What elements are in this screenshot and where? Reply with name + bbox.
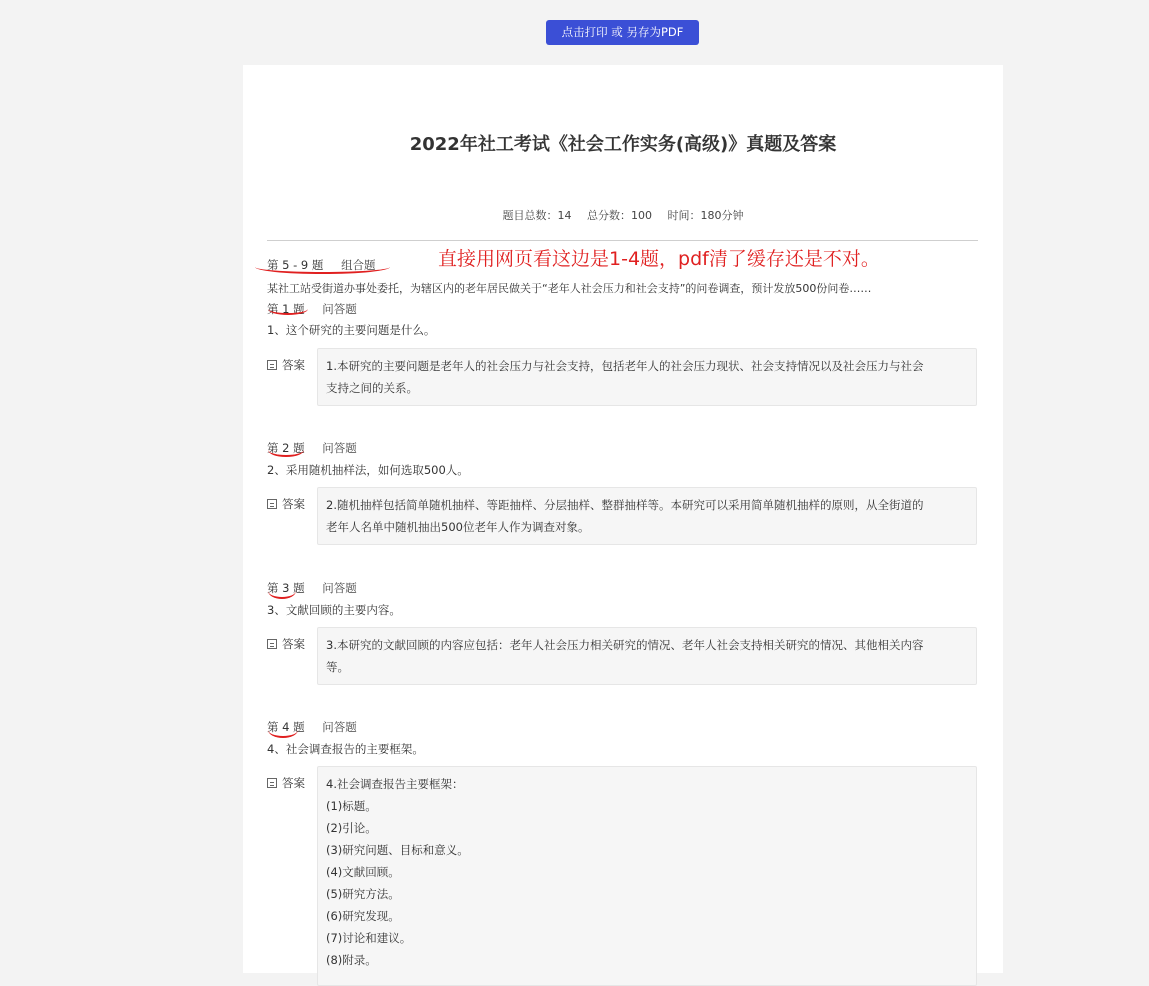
red-underline [268, 303, 308, 315]
divider [267, 240, 978, 241]
answer-line: (3)研究问题、目标和意义。 [326, 843, 469, 857]
answer-box [317, 348, 977, 406]
group-number: 第 5 - 9 题 [267, 258, 324, 272]
group-type: 组合题 [341, 258, 376, 272]
question-type: 问答题 [322, 720, 357, 734]
answer-line: 2.随机抽样包括简单随机抽样、等距抽样、分层抽样、整群抽样等。本研究可以采用简单随机抽样的原则，从全街道的 [326, 498, 924, 512]
total-questions: 题目总数：14 [502, 209, 572, 222]
question-type: 问答题 [322, 302, 357, 316]
red-underline [268, 722, 298, 738]
group-intro: 某社工站受街道办事处委托，为辖区内的老年居民做关于“老年人社会压力和社会支持”的问卷调查，预计发放500份问卷…… [267, 282, 872, 295]
answer-line: 4.社会调查报告主要框架： [326, 777, 464, 791]
red-underline [255, 260, 390, 274]
answer-label: 答案 [267, 636, 305, 652]
question-number: 第 4 题 [267, 720, 305, 734]
red-underline [268, 583, 296, 599]
question-text: 1、这个研究的主要问题是什么。 [267, 323, 436, 337]
exam-meta [243, 207, 1003, 223]
answer-icon [267, 639, 277, 649]
answer-line: 3.本研究的文献回顾的内容应包括：老年人社会压力相关研究的情况、老年人社会支持相关研究的情况、其他相关内容 [326, 638, 924, 652]
question-text: 4、社会调查报告的主要框架。 [267, 742, 424, 756]
answer-line: (2)引论。 [326, 821, 377, 835]
answer-label: 答案 [267, 357, 305, 373]
exam-paper [243, 65, 1003, 973]
answer-icon [267, 360, 277, 370]
question-text: 2、采用随机抽样法，如何选取500人。 [267, 463, 469, 477]
question-text: 3、文献回顾的主要内容。 [267, 603, 401, 617]
answer-label: 答案 [267, 496, 305, 512]
question-number: 第 1 题 [267, 302, 305, 316]
answer-line: (1)标题。 [326, 799, 377, 813]
answer-label: 答案 [267, 775, 305, 791]
answer-line: 老年人名单中随机抽出500位老年人作为调查对象。 [326, 520, 590, 534]
answer-line: 1.本研究的主要问题是老年人的社会压力与社会支持，包括老年人的社会压力现状、社会支持情况以及社会压力与社会 [326, 359, 924, 373]
question-type: 问答题 [322, 441, 357, 455]
answer-line: (5)研究方法。 [326, 887, 400, 901]
answer-box [317, 487, 977, 545]
answer-box [317, 766, 977, 986]
page-title: 2022年社工考试《社会工作实务(高级)》真题及答案 [409, 134, 837, 155]
answer-box [317, 627, 977, 685]
answer-icon [267, 499, 277, 509]
answer-line: 支持之间的关系。 [326, 381, 418, 395]
annotation-note: 直接用网页看这边是1-4题，pdf清了缓存还是不对。 [438, 248, 880, 270]
question-number: 第 2 题 [267, 441, 305, 455]
answer-icon [267, 778, 277, 788]
answer-line: 等。 [326, 660, 349, 674]
question-type: 问答题 [322, 581, 357, 595]
total-score: 总分数：100 [587, 209, 652, 222]
red-underline [268, 443, 304, 457]
exam-time: 时间：180分钟 [667, 209, 744, 222]
answer-line: (7)讨论和建议。 [326, 931, 412, 945]
answer-line: (8)附录。 [326, 953, 377, 967]
print-button[interactable]: 点击打印 或 另存为PDF [546, 20, 699, 45]
answer-line: (4)文献回顾。 [326, 865, 400, 879]
question-number: 第 3 题 [267, 581, 305, 595]
answer-line: (6)研究发现。 [326, 909, 400, 923]
